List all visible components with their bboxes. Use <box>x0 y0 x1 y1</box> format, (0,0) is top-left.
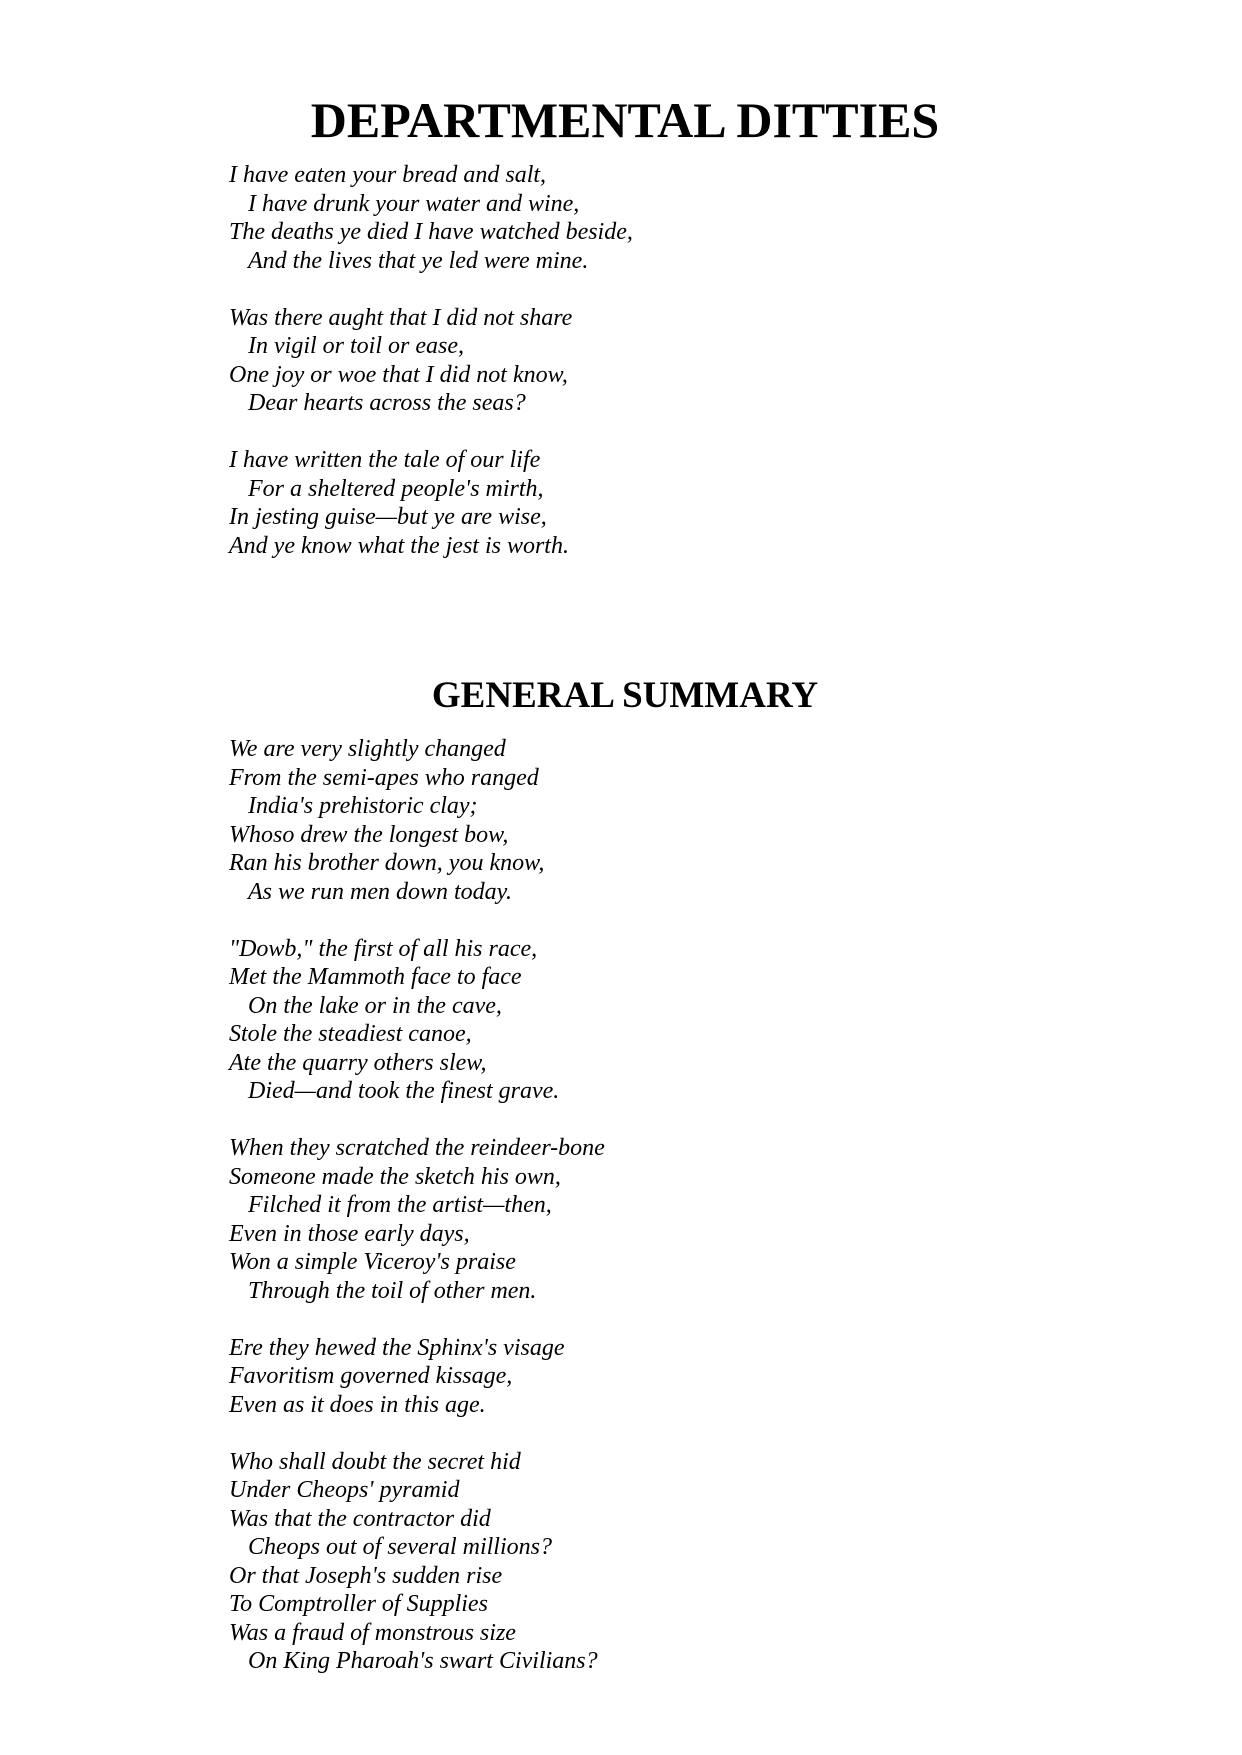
poem-line: Favoritism governed kissage, <box>229 1363 513 1389</box>
poem-line: Under Cheops' pyramid <box>229 1477 460 1503</box>
poem-line: The deaths ye died I have watched beside, <box>229 219 633 245</box>
poem-line: Even as it does in this age. <box>229 1391 486 1418</box>
poem-line: In vigil or toil or ease, <box>248 333 464 359</box>
poem-line: Through the toil of other men. <box>248 1277 537 1304</box>
poem-line: Died—and took the finest grave. <box>248 1078 560 1104</box>
poem-line: Stole the steadiest canoe, <box>229 1021 472 1047</box>
stanza <box>229 446 633 560</box>
poem-line: From the semi-apes who ranged <box>229 764 539 791</box>
poem-line: As we run men down today. <box>248 878 512 905</box>
poem-line: On King Pharoah's swart Civilians? <box>248 1648 598 1674</box>
poem-line: In jesting guise—but ye are wise, <box>229 504 547 530</box>
poem-line: Even in those early days, <box>229 1220 470 1247</box>
poem-line: To Comptroller of Supplies <box>229 1591 488 1617</box>
poem-line: Was there aught that I did not share <box>229 304 573 331</box>
poem-line: Ran his brother down, you know, <box>229 850 545 876</box>
poem-line: Or that Joseph's sudden rise <box>229 1562 503 1589</box>
stanza <box>229 1334 605 1420</box>
poem-line: "Dowb," the first of all his race, <box>229 935 538 962</box>
section-title-general-summary: GENERAL SUMMARY <box>431 675 819 716</box>
poem-line: Cheops out of several millions? <box>248 1534 552 1560</box>
stanza <box>229 735 605 906</box>
poem-line: Filched it from the artist—then, <box>248 1192 552 1218</box>
poem-line: Was that the contractor did <box>229 1505 491 1532</box>
poem-line: When they scratched the reindeer-bone <box>229 1135 605 1161</box>
poem-line: On the lake or in the cave, <box>248 992 502 1019</box>
poem-departmental-ditties <box>229 161 633 560</box>
stanza <box>229 935 605 1106</box>
section-title-departmental-ditties: DEPARTMENTAL DITTIES <box>310 92 940 148</box>
poem-line: And the lives that ye led were mine. <box>248 247 589 274</box>
poem-line: Won a simple Viceroy's praise <box>229 1249 516 1275</box>
poem-line: Who shall doubt the secret hid <box>229 1448 521 1475</box>
poem-line: Was a fraud of monstrous size <box>229 1619 516 1646</box>
poem-line: We are very slightly changed <box>229 736 506 762</box>
poem-line: I have drunk your water and wine, <box>248 190 580 217</box>
stanza <box>229 1134 605 1305</box>
poem-line: Met the Mammoth face to face <box>229 964 522 990</box>
poem-line: Dear hearts across the seas? <box>248 390 526 416</box>
poem-line: For a sheltered people's mirth, <box>248 475 544 502</box>
stanza <box>229 304 633 418</box>
poem-line: I have written the tale of our life <box>229 447 541 473</box>
poem-line: Ere they hewed the Sphinx's visage <box>229 1334 565 1361</box>
poem-line: India's prehistoric clay; <box>248 793 478 819</box>
poem-general-summary <box>229 735 605 1676</box>
stanza <box>229 161 633 275</box>
poem-line: One joy or woe that I did not know, <box>229 361 568 388</box>
poem-line: Ate the quarry others slew, <box>229 1049 487 1076</box>
poem-line: And ye know what the jest is worth. <box>229 532 569 559</box>
poem-line: Whoso drew the longest bow, <box>229 821 509 848</box>
poem-line: Someone made the sketch his own, <box>229 1163 561 1190</box>
stanza <box>229 1448 605 1676</box>
poem-line: I have eaten your bread and salt, <box>229 162 547 188</box>
